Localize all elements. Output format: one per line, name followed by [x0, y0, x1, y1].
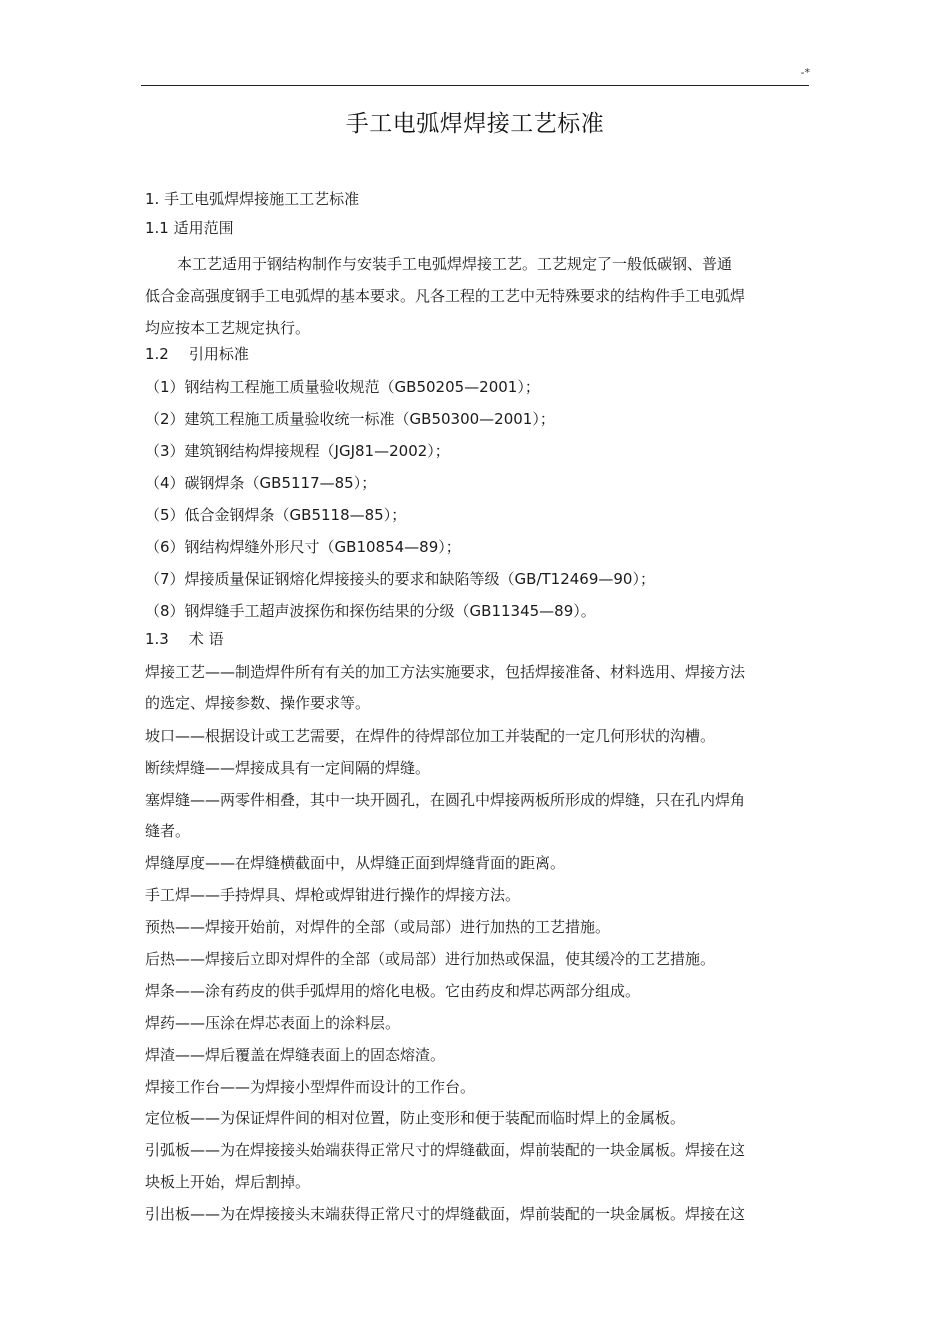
term-line: 焊药——压涂在焊芯表面上的涂料层。 [145, 1014, 401, 1032]
section-title: 引用标准 [188, 345, 249, 363]
term-line: 坡口——根据设计或工艺需要，在焊件的待焊部位加工并装配的一定几何形状的沟槽。 [145, 727, 716, 745]
document-title: 手工电弧焊焊接工艺标准 [345, 111, 605, 137]
term-line: 焊渣——焊后覆盖在焊缝表面上的固态熔渣。 [145, 1046, 446, 1064]
section-number: 1.2 [145, 345, 169, 363]
scope-paragraph-line: 本工艺适用于钢结构制作与安装手工电弧焊焊接工艺。工艺规定了一般低碳钢、普通 [177, 255, 733, 273]
section-1-heading: 1. 手工电弧焊焊接施工工艺标准 [145, 190, 360, 208]
section-1-2-heading [145, 343, 810, 365]
term-line: 缝者。 [145, 822, 191, 840]
reference-item: （2）建筑工程施工质量验收统一标准（GB50300—2001）； [145, 410, 555, 428]
reference-item: （1）钢结构工程施工质量验收规范（GB50205—2001）； [145, 378, 540, 396]
reference-item: （8）钢焊缝手工超声波探伤和探伤结果的分级（GB11345—89）。 [145, 602, 596, 620]
reference-item: （5）低合金钢焊条（GB5118—85）； [145, 506, 407, 524]
term-line: 预热——焊接开始前，对焊件的全部（或局部）进行加热的工艺措施。 [145, 918, 611, 936]
section-number: 1.3 [145, 630, 169, 648]
term-line: 引弧板——为在焊接接头始端获得正常尺寸的焊缝截面，焊前装配的一块金属板。焊接在这 [145, 1141, 746, 1159]
section-1-1-heading: 1.1 适用范围 [145, 219, 234, 237]
header-mark: -* [800, 66, 810, 79]
term-line: 手工焊——手持焊具、焊枪或焊钳进行操作的焊接方法。 [145, 886, 521, 904]
section-title: 术 语 [188, 630, 224, 648]
term-line: 焊接工作台——为焊接小型焊件而设计的工作台。 [145, 1078, 476, 1096]
term-line: 引出板——为在焊接接头末端获得正常尺寸的焊缝截面，焊前装配的一块金属板。焊接在这 [145, 1205, 746, 1223]
reference-item: （3）建筑钢结构焊接规程（JGJ81—2002）； [145, 442, 450, 460]
section-1-3-heading [145, 628, 810, 650]
reference-item: （6）钢结构焊缝外形尺寸（GB10854—89）； [145, 538, 461, 556]
term-line: 断续焊缝——焊接成具有一定间隔的焊缝。 [145, 759, 431, 777]
term-line: 焊缝厚度——在焊缝横截面中，从焊缝正面到焊缝背面的距离。 [145, 854, 566, 872]
scope-paragraph-line: 低合金高强度钢手工电弧焊的基本要求。凡各工程的工艺中无特殊要求的结构件手工电弧焊 [145, 287, 746, 305]
term-line: 后热——焊接后立即对焊件的全部（或局部）进行加热或保温，使其缓冷的工艺措施。 [145, 950, 716, 968]
reference-item: （7）焊接质量保证钢熔化焊接接头的要求和缺陷等级（GB/T12469—90）； [145, 570, 655, 588]
term-line: 的选定、焊接参数、操作要求等。 [145, 694, 371, 712]
term-line: 定位板——为保证焊件间的相对位置，防止变形和便于装配而临时焊上的金属板。 [145, 1109, 686, 1127]
header-rule [141, 85, 809, 86]
term-line: 块板上开始，焊后割掉。 [145, 1173, 311, 1191]
term-line: 焊接工艺——制造焊件所有有关的加工方法实施要求，包括焊接准备、材料选用、焊接方法 [145, 663, 746, 681]
reference-item: （4）碳钢焊条（GB5117—85）； [145, 474, 377, 492]
scope-paragraph-line: 均应按本工艺规定执行。 [145, 319, 311, 337]
term-line: 塞焊缝——两零件相叠，其中一块开圆孔，在圆孔中焊接两板所形成的焊缝，只在孔内焊角 [145, 791, 746, 809]
term-line: 焊条——涂有药皮的供手弧焊用的熔化电极。它由药皮和焊芯两部分组成。 [145, 982, 641, 1000]
